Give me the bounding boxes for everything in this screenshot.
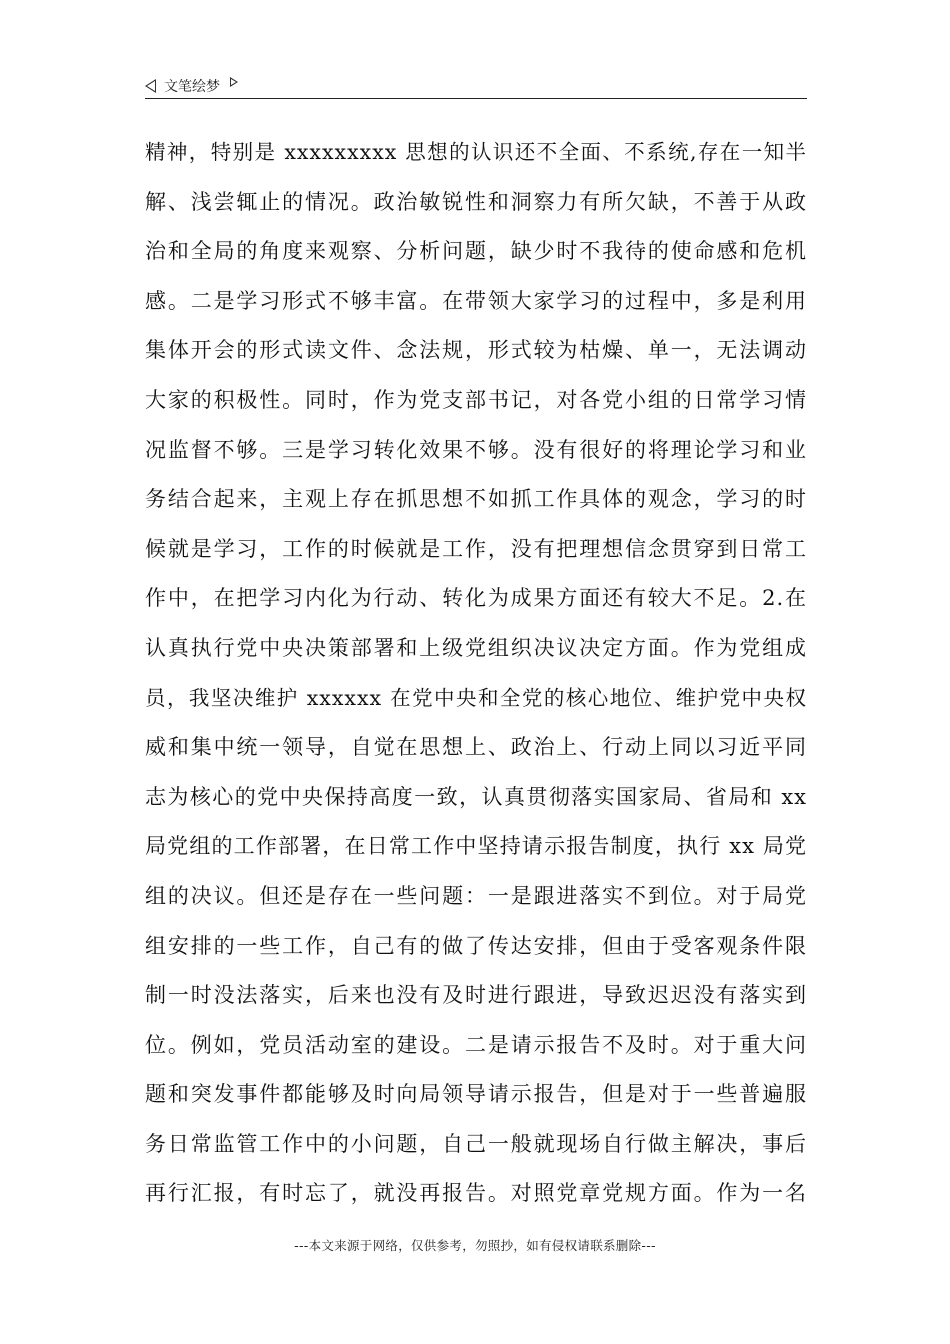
text-line: 大家的积极性。同时，作为党支部书记，对各党小组的日常学习情 xyxy=(145,387,807,412)
text-line: 志为核心的党中央保持高度一致，认真贯彻落实国家局、省局和 xx xyxy=(145,784,807,809)
text-line: 作中，在把学习内化为行动、转化为成果方面还有较大不足。2.在 xyxy=(145,586,807,611)
text-line: 局党组的工作部署，在日常工作中坚持请示报告制度，执行 xx 局党 xyxy=(145,834,807,859)
text-line: 组的决议。但还是存在一些问题：一是跟进落实不到位。对于局党 xyxy=(145,883,807,908)
text-line: 况监督不够。三是学习转化效果不够。没有很好的将理论学习和业 xyxy=(145,437,807,462)
text-line: 务日常监管工作中的小问题，自己一般就现场自行做主解决，事后 xyxy=(145,1131,807,1156)
body-text xyxy=(145,128,807,1219)
text-line: 精神，特别是 xxxxxxxxx 思想的认识还不全面、不系统,存在一知半 xyxy=(145,140,807,164)
page-header xyxy=(145,74,807,98)
text-line: 题和突发事件都能够及时向局领导请示报告，但是对于一些普遍服 xyxy=(145,1082,807,1107)
text-line: 感。二是学习形式不够丰富。在带领大家学习的过程中，多是利用 xyxy=(145,288,807,313)
text-line: 认真执行党中央决策部署和上级党组织决议决定方面。作为党组成 xyxy=(145,635,807,660)
text-line: 组安排的一些工作，自己有的做了传达安排，但由于受客观条件限 xyxy=(145,933,807,958)
text-line: 解、浅尝辄止的情况。政治敏锐性和洞察力有所欠缺，不善于从政 xyxy=(145,189,807,214)
text-line: 位。例如，党员活动室的建设。二是请示报告不及时。对于重大问 xyxy=(145,1032,807,1057)
text-line: 再行汇报，有时忘了，就没再报告。对照党章党规方面。作为一名 xyxy=(145,1181,807,1206)
text-line: 务结合起来，主观上存在抓思想不如抓工作具体的观念，学习的时 xyxy=(145,487,807,512)
text-line: 制一时没法落实，后来也没有及时进行跟进，导致迟迟没有落实到 xyxy=(145,983,807,1008)
text-line: 威和集中统一领导，自觉在思想上、政治上、行动上同以习近平同 xyxy=(145,735,807,760)
text-line: 治和全局的角度来观察、分析问题，缺少时不我待的使命感和危机 xyxy=(145,239,807,264)
left-triangle-icon xyxy=(145,79,156,93)
text-line: 候就是学习，工作的时候就是工作，没有把理想信念贯穿到日常工 xyxy=(145,536,807,561)
text-line: 员，我坚决维护 xxxxxx 在党中央和全党的核心地位、维护党中央权 xyxy=(145,685,807,710)
text-line: 集体开会的形式读文件、念法规，形式较为枯燥、单一，无法调动 xyxy=(145,338,807,363)
page-footer: ---本文来源于网络，仅供参考，勿照抄，如有侵权请联系删除--- xyxy=(294,1238,656,1253)
header-rule xyxy=(145,98,807,99)
right-triangle-icon xyxy=(230,77,238,87)
header-title: 文笔绘梦 xyxy=(164,79,220,95)
